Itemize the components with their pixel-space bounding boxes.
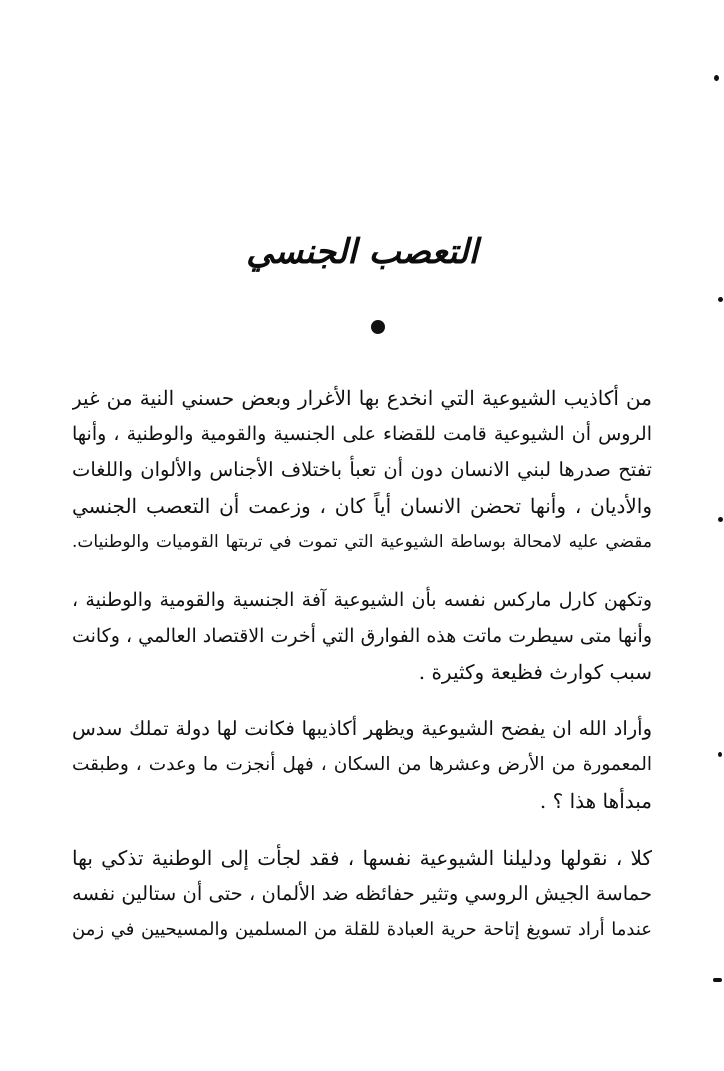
text-line: سبب كوارث فظيعة وكثيرة .: [418, 660, 652, 684]
text-line: وأنها متى سيطرت ماتت هذه الفوارق التي أخرت الاقتصاد العالمي ، وكانت: [72, 625, 652, 647]
scan-edge-mark: [718, 517, 723, 522]
text-line: مقضي عليه لامحالة بوساطة الشيوعية التي تموت في تربتها القوميات والوطنيات.: [72, 532, 652, 552]
scan-edge-mark: [714, 75, 719, 81]
text-line: وأراد الله ان يفضح الشيوعية ويظهر أكاذيبها فكانت لها دولة تملك سدس: [72, 717, 652, 740]
scan-edge-mark: [718, 297, 723, 302]
scan-edge-mark: [718, 752, 722, 757]
text-line: وتكهن كارل ماركس نفسه بأن الشيوعية آفة الجنسية والقومية والوطنية ،: [72, 589, 652, 611]
text-line: كلا ، نقولها ودليلنا الشيوعية نفسها ، فقد لجأت إلى الوطنية تذكي بها: [72, 846, 652, 870]
chapter-title: التعصب الجنسي: [246, 232, 478, 272]
paragraph-2: [72, 582, 652, 690]
text-line: والأديان ، وأنها تحضن الانسان أياً كان ، وزعمت أن التعصب الجنسي: [72, 494, 652, 518]
text-line: تفتح صدرها لبني الانسان دون أن تعبأ باختلاف الأجناس والألوان واللغات: [72, 458, 652, 481]
scan-edge-mark: [713, 978, 722, 982]
text-line: الروس أن الشيوعية قامت للقضاء على الجنسية والقومية والوطنية ، وأنها: [72, 423, 652, 445]
text-line: عندما أراد تسويغ إتاحة حرية العبادة للقلة من المسلمين والمسيحيين في زمن: [72, 919, 652, 940]
paragraph-1: [72, 380, 652, 560]
text-line: المعمورة من الأرض وعشرها من السكان ، فهل أنجزت ما وعدت ، وطبقت: [72, 754, 652, 775]
text-line: من أكاذيب الشيوعية التي انخدع بها الأغرار وبعض حسني النية من غير: [72, 386, 652, 410]
paragraph-3: [72, 711, 652, 819]
text-line: حماسة الجيش الروسي وتثير حفائظه ضد الألمان ، حتى أن ستالين نفسه: [72, 882, 652, 905]
text-line: مبدأها هذا ؟ .: [539, 789, 652, 813]
paragraph-4: [72, 840, 652, 948]
title-ornament-dot: [371, 320, 385, 334]
